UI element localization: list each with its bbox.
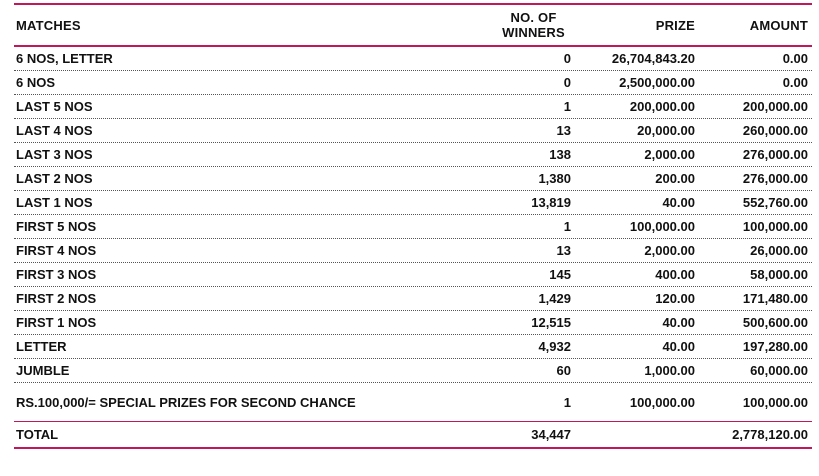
- cell-match: FIRST 3 NOS: [16, 267, 97, 282]
- cell-amount: 500,600.00: [742, 315, 808, 330]
- table-row: [14, 47, 812, 71]
- cell-prize: 1,000.00: [644, 363, 695, 378]
- header-matches: MATCHES: [16, 17, 81, 33]
- cell-amount: 171,480.00: [742, 291, 808, 306]
- cell-winners: 1,380: [538, 171, 571, 186]
- table-row: [14, 191, 812, 215]
- cell-winners: 1,429: [538, 291, 571, 306]
- table-row: [14, 71, 812, 95]
- cell-match: FIRST 4 NOS: [16, 243, 97, 258]
- cell-winners: 1: [563, 219, 571, 234]
- table-row: [14, 383, 812, 422]
- header-winners-line2: WINNERS: [502, 25, 565, 40]
- cell-winners: 0: [563, 51, 571, 66]
- cell-match: LAST 1 NOS: [16, 195, 93, 210]
- cell-winners: 12,515: [531, 315, 571, 330]
- cell-winners: 1: [563, 99, 571, 114]
- cell-amount: 260,000.00: [742, 123, 808, 138]
- table-row: [14, 335, 812, 359]
- header-winners: [436, 10, 571, 40]
- header-winners-line1: NO. OF: [510, 10, 557, 25]
- cell-prize: 120.00: [655, 291, 695, 306]
- table-row: [14, 215, 812, 239]
- table-header: [14, 5, 812, 47]
- cell-winners: 13: [556, 123, 571, 138]
- header-amount: AMOUNT: [749, 17, 808, 33]
- cell-amount: 26,000.00: [750, 243, 808, 258]
- cell-match: 6 NOS, LETTER: [16, 51, 113, 66]
- cell-prize: 20,000.00: [637, 123, 695, 138]
- cell-match: LAST 3 NOS: [16, 147, 93, 162]
- table-row: [14, 263, 812, 287]
- prize-table: [14, 3, 812, 449]
- cell-match: FIRST 1 NOS: [16, 315, 97, 330]
- table-row: [14, 95, 812, 119]
- cell-amount: 58,000.00: [750, 267, 808, 282]
- cell-winners: 145: [549, 267, 571, 282]
- cell-match: FIRST 2 NOS: [16, 291, 97, 306]
- cell-winners: 13,819: [531, 195, 571, 210]
- cell-prize: 200.00: [655, 171, 695, 186]
- cell-amount: 276,000.00: [742, 147, 808, 162]
- cell-winners: 0: [563, 75, 571, 90]
- cell-match: 6 NOS: [16, 75, 56, 90]
- table-row: [14, 287, 812, 311]
- cell-amount: 100,000.00: [742, 394, 808, 410]
- header-prize: PRIZE: [655, 17, 695, 33]
- cell-match: JUMBLE: [16, 363, 70, 378]
- cell-winners: 13: [556, 243, 571, 258]
- cell-prize: 2,500,000.00: [619, 75, 695, 90]
- cell-match: FIRST 5 NOS: [16, 219, 97, 234]
- cell-match: LAST 5 NOS: [16, 99, 93, 114]
- cell-match: LAST 2 NOS: [16, 171, 93, 186]
- table-row: [14, 143, 812, 167]
- table-row: [14, 239, 812, 263]
- cell-prize: 40.00: [662, 195, 695, 210]
- table-row: [14, 167, 812, 191]
- cell-winners: 60: [556, 363, 571, 378]
- cell-prize: 100,000.00: [629, 219, 695, 234]
- cell-winners: 1: [563, 394, 571, 410]
- cell-amount: 60,000.00: [750, 363, 808, 378]
- cell-amount: 100,000.00: [742, 219, 808, 234]
- cell-winners: 4,932: [538, 339, 571, 354]
- cell-prize: 2,000.00: [644, 147, 695, 162]
- bottom-rule: [14, 447, 812, 449]
- total-amount: 2,778,120.00: [732, 427, 808, 442]
- cell-prize: 200,000.00: [629, 99, 695, 114]
- cell-match: LETTER: [16, 339, 67, 354]
- cell-amount: 552,760.00: [742, 195, 808, 210]
- cell-prize: 40.00: [662, 315, 695, 330]
- table-row: [14, 119, 812, 143]
- cell-winners: 138: [549, 147, 571, 162]
- cell-prize: 400.00: [655, 267, 695, 282]
- table-row: [14, 311, 812, 335]
- cell-amount: 0.00: [782, 75, 808, 90]
- total-label: TOTAL: [16, 427, 59, 442]
- cell-amount: 197,280.00: [742, 339, 808, 354]
- total-winners: 34,447: [531, 427, 571, 442]
- table-row: [14, 359, 812, 383]
- cell-match: RS.100,000/= SPECIAL PRIZES FOR SECOND CHANCE: [16, 394, 356, 410]
- table-body: [14, 47, 812, 422]
- cell-amount: 276,000.00: [742, 171, 808, 186]
- cell-match: LAST 4 NOS: [16, 123, 93, 138]
- cell-amount: 200,000.00: [742, 99, 808, 114]
- cell-prize: 100,000.00: [629, 394, 695, 410]
- cell-prize: 26,704,843.20: [611, 51, 695, 66]
- cell-prize: 40.00: [662, 339, 695, 354]
- cell-prize: 2,000.00: [644, 243, 695, 258]
- total-row: [14, 422, 812, 447]
- cell-amount: 0.00: [782, 51, 808, 66]
